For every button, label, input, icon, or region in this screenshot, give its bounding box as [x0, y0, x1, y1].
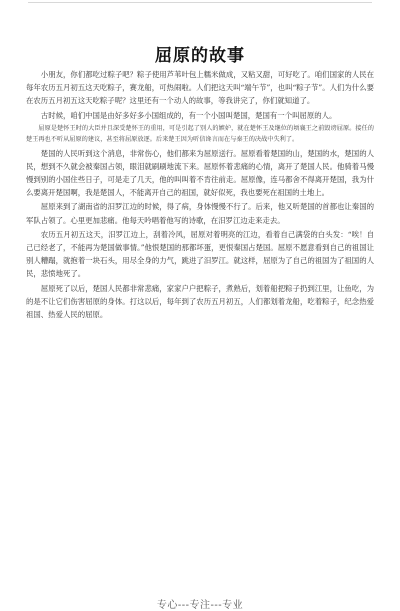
paragraph-remembrance: 屈原死了以后，楚国人民都非常悲痛，家家户户把粽子，煮熟后，划着船把粽子扔到江里，让鱼吃，为的是不让它们伤害屈原的身体。打这以后，每年到了农历五月初五，人们都划着龙船，吃着粽子，纪念热爱祖国、热爱人民的屈原。: [26, 283, 374, 320]
top-divider: [28, 2, 372, 3]
paragraph-intro: 小朋友，你们都吃过粽子吧？粽子使用芦苇叶包上糯米做成，又粘又甜，可好吃了。咱们国家的人民在每年农历五月初五这天吃粽子，赛龙船，可热闹啦。人们把这天叫“端午节”，也叫“粽子节”。人们为什么要在农历五月初五这天吃粽子呢？这里还有一个动人的故事，等我讲完了，你们就知道了。: [26, 70, 374, 106]
paragraph-ancient-times: 古时候，咱们中国是由好多好多小国组成的，有一个小国叫楚国，楚国有一个叫屈原的人。: [40, 110, 337, 120]
paragraph-miluo-river: 屈原来到了湖南省的汨罗江边的时候，得了病，身体慢慢不行了。后来，他又听楚国的首都也让秦国的军队占领了。心里更加悲痛。他每天吟唱着他写的诗歌，在汨罗江边走来走去。: [26, 202, 374, 225]
paragraph-farewell: 楚国的人民听到这个消息，非常伤心，他们都来为屈原送行。屈原看着楚国的山，楚国的水，楚国的人民，想到不久就会被秦国占领，眼泪就刷刷地流下来。屈原怀着悲痛的心情，离开了楚国人民。他骑着马慢慢到别的小国住些日子，可是走了几天，他的叫叫着不肯往前走。屈原像，连马都舍不得离开楚国，我为什么要离开楚国啊，我是楚国人，不能离开自己的祖国，就好似死，我也要死在祖国的土地上。: [26, 148, 374, 198]
page-footer: 专心---专注---专业: [156, 600, 244, 611]
paragraph-exile: 屈原是楚怀王时的大臣并且深受楚怀王的重用，可是引起了别人的嫉妒，就在楚怀王及继位的顷襄王之前毁谤屈原。接任的楚王再也不听从屈原的建议，甚至将屈原放逐。后来楚王因为听信谗言而在与秦王的决战中失利了。: [26, 124, 374, 144]
page-title: 屈原的故事: [155, 46, 245, 67]
document-body: [26, 68, 374, 322]
paragraph-fifth-day: 农历五月初五这天，汨罗江边上，刮着冷风，屈原对着明亮的江边，看着自己满袋的白头发：“唉！自己已经老了，不能再为楚国做事情。”他恨楚国的那都坏蛋，更恨秦国占楚国。屈原不愿意看到自己的祖国让别人糟蹋，就抱着一块石头，用尽全身的力气，跳进了汨罗江。就这样，屈原为了自己的祖国为了祖国的人民，悲愤地死了。: [26, 229, 374, 279]
